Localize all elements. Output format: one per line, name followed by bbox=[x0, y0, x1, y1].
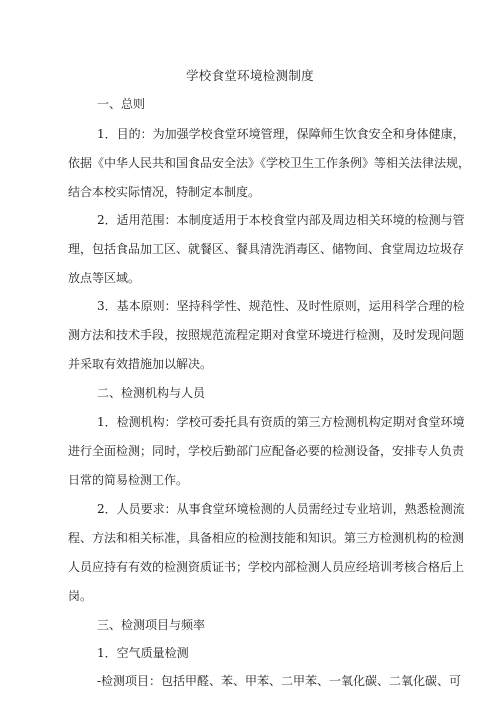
paragraph-line: 并采取有效措施加以解决。 bbox=[68, 357, 213, 371]
document-title: 学校食堂环境检测制度 bbox=[185, 68, 314, 83]
paragraph-line: -检测项目：包括甲醛、苯、甲苯、二甲苯、一氧化碳、二氧化碳、可 bbox=[97, 674, 462, 688]
section-heading-general: 一、总则 bbox=[97, 97, 146, 111]
paragraph-line: 进行全面检测；同时，学校后勤部门应配备必要的检测设备，安排专人负责 bbox=[68, 444, 465, 458]
paragraph-line: 放点等区域。 bbox=[68, 271, 141, 285]
paragraph-line: 日常的简易检测工作。 bbox=[68, 473, 189, 487]
paragraph-line: 1．检测机构：学校可委托具有资质的第三方检测机构定期对食堂环境 bbox=[97, 415, 465, 429]
paragraph-line: 测方法和技术手段，按照规范流程定期对食堂环境进行检测，及时发现问题 bbox=[68, 328, 465, 342]
paragraph-line: 依据《中华人民共和国食品安全法》《学校卫生工作条例》等相关法律法规， bbox=[68, 156, 471, 170]
paragraph-line: 理，包括食品加工区、就餐区、餐具清洗消毒区、储物间、食堂周边垃圾存 bbox=[68, 242, 465, 256]
section-heading-items: 三、检测项目与频率 bbox=[97, 618, 206, 632]
subsection-heading: 1．空气质量检测 bbox=[97, 646, 189, 660]
paragraph-line: 2．适用范围：本制度适用于本校食堂内部及周边相关环境的检测与管 bbox=[97, 213, 465, 227]
section-heading-agency: 二、检测机构与人员 bbox=[97, 386, 206, 400]
paragraph-line: 2．人员要求：从事食堂环境检测的人员需经过专业培训，熟悉检测流 bbox=[97, 502, 465, 516]
paragraph-line: 程、方法和相关标准，具备相应的检测技能和知识。第三方检测机构的检测 bbox=[68, 531, 465, 545]
paragraph-line: 1．目的：为加强学校食堂环境管理，保障师生饮食安全和身体健康， bbox=[97, 127, 465, 141]
paragraph-line: 人员应持有有效的检测资质证书；学校内部检测人员应经培训考核合格后上 bbox=[68, 560, 465, 574]
paragraph-line: 结合本校实际情况，特制定本制度。 bbox=[68, 185, 261, 199]
paragraph-line: 岗。 bbox=[68, 589, 93, 603]
paragraph-line: 3．基本原则：坚持科学性、规范性、及时性原则，运用科学合理的检 bbox=[97, 299, 465, 313]
